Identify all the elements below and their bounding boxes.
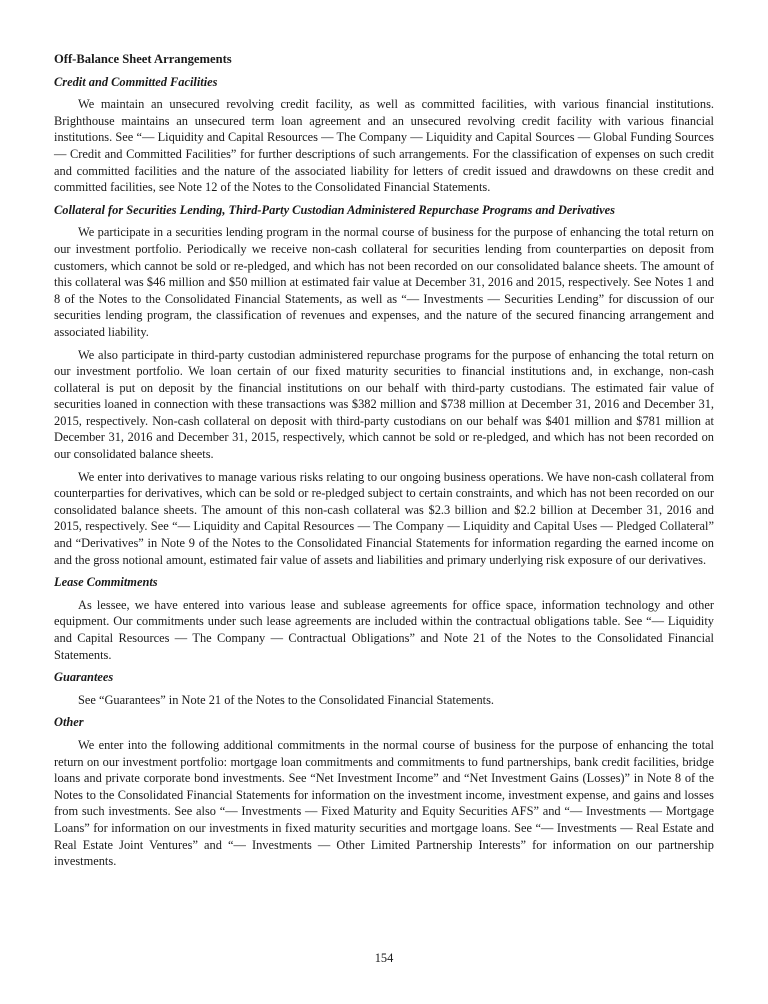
subheading: Other <box>54 715 84 730</box>
document-page <box>54 51 714 876</box>
paragraph: We maintain an unsecured revolving credit facility, as well as committed facilities, with various financial institutions. Brighthouse maintains an unsecured term loan agreement and an unsecured revolving credit facility with various financial institutions. See “— Liquidity and Capital Resources — The Company — Liquidity and Capital Sources — Global Funding Sources — Credit and Committed Facilities” for further descriptions of such arrangements. For the classification of expenses on such credit and committed facilities and the nature of the associated liability for letters of credit issued and drawdowns on these credit and committed facilities, see Note 12 of the Notes to the Consolidated Financial Statements. <box>54 97 714 195</box>
paragraph: See “Guarantees” in Note 21 of the Notes to the Consolidated Financial Statements. <box>78 692 495 707</box>
section-other <box>54 714 714 869</box>
section-credit-facilities <box>54 74 714 196</box>
section-title: Off-Balance Sheet Arrangements <box>54 52 232 66</box>
paragraph: As lessee, we have entered into various lease and sublease agreements for office space, information technology and other equipment. Our commitments under such lease agreements are included within the contractual obligations table. See “— Liquidity and Capital Resources — The Company — Contractual Obligations” and Note 21 of the Notes to the Consolidated Financial Statements. <box>54 597 714 662</box>
section-lease-commitments <box>54 574 714 663</box>
section-guarantees <box>54 669 714 708</box>
subheading: Credit and Committed Facilities <box>54 74 218 89</box>
paragraph: We participate in a securities lending program in the normal course of business for the purpose of enhancing the total return on our investment portfolio. Periodically we receive non-cash collateral for securities lending from counterparties on deposit from customers, which cannot be sold or re-pledged, and which has not been recorded on our consolidated balance sheets. The amount of this collateral was $46 million and $50 million at estimated fair value at December 31, 2016 and 2015, respectively. See Notes 1 and 8 of the Notes to the Consolidated Financial Statements, as well as “— Investments — Securities Lending” for discussion of our securities lending program, the classification of revenues and expenses, and the nature of the secured financing arrangement and associated liability. <box>54 225 714 339</box>
subheading: Guarantees <box>54 670 114 685</box>
section-collateral <box>54 202 714 568</box>
paragraph: We enter into the following additional commitments in the normal course of business for the purpose of enhancing the total return on our investment portfolio: mortgage loan commitments and commitments to fund partnerships, bank credit facilities, bridge loans and private corporate bond investments. See “Net Investment Income” and “Net Investment Gains (Losses)” in Note 8 of the Notes to the Consolidated Financial Statements for information on the investment income, investment expense, and gains and losses from such investments. See also “— Investments — Fixed Maturity and Equity Securities AFS” and “— Investments — Mortgage Loans” for information on our investments in fixed maturity securities and mortgage loans. See “— Investments — Real Estate and Real Estate Joint Ventures” and “— Investments — Other Limited Partnership Interests” for information on our partnership investments. <box>54 737 714 869</box>
subheading: Lease Commitments <box>54 575 158 590</box>
paragraph: We enter into derivatives to manage various risks relating to our ongoing business operations. We have non-cash collateral from counterparties for derivatives, which can be sold or re-pledged subject to certain constraints, and which has not been recorded on our consolidated balance sheets. The amount of this non-cash collateral was $2.3 billion and $2.2 billion at December 31, 2016 and 2015, respectively. See “— Liquidity and Capital Resources — The Company — Liquidity and Capital Uses — Pledged Collateral” and “Derivatives” in Note 9 of the Notes to the Consolidated Financial Statements for information regarding the earned income on and the gross notional amount, estimated fair value of assets and liabilities and primary underlying risk exposure of our derivatives. <box>54 469 714 567</box>
page-number: 154 <box>374 951 394 965</box>
paragraph: We also participate in third-party custodian administered repurchase programs for the purpose of enhancing the total return on our investment portfolio. We loan certain of our fixed maturity securities to financial institutions and, in exchange, non-cash collateral is put on deposit by the financial institutions on our behalf with third-party custodians. The estimated fair value of securities loaned in connection with these transactions was $382 million and $738 million at December 31, 2016 and December 31, 2015, respectively. Non-cash collateral on deposit with third-party custodians on our behalf was $401 million and $781 million at December 31, 2016 and December 31, 2015, respectively, which cannot be sold or re-pledged, and which has not been recorded on our consolidated balance sheets. <box>54 347 714 462</box>
subheading: Collateral for Securities Lending, Third-Party Custodian Administered Repurchase Programs and Derivatives <box>54 202 615 217</box>
